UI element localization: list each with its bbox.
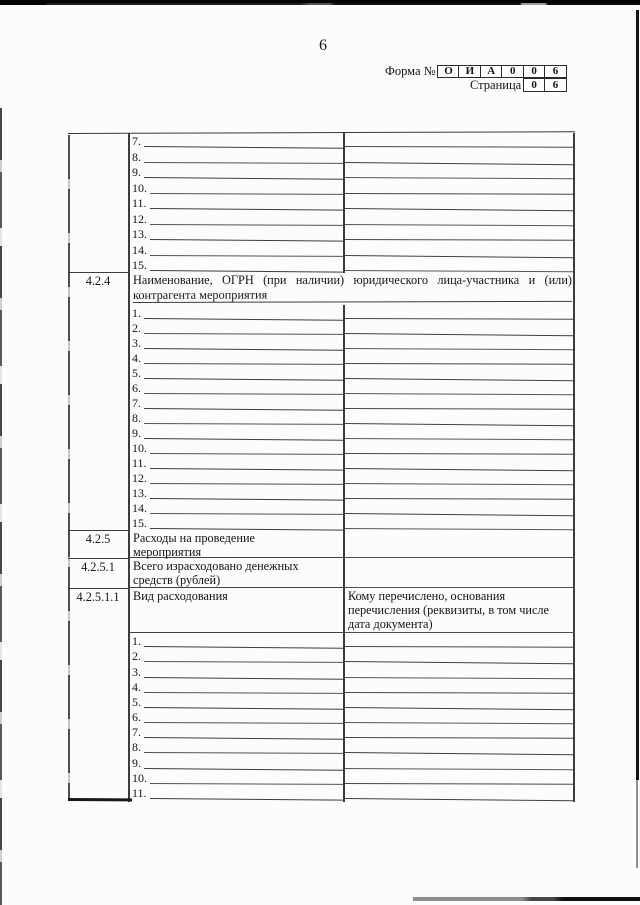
row-col3	[343, 378, 575, 380]
form-label: Форма №	[384, 64, 436, 78]
fill-line	[144, 162, 343, 164]
row-col3	[343, 677, 575, 679]
section-424-title-line2-text: контрагента мероприятия	[132, 287, 268, 302]
row-col2	[128, 135, 343, 148]
fill-line	[144, 661, 343, 663]
section-number: 4.2.5.1.1	[76, 589, 120, 604]
section-424-title	[128, 272, 575, 305]
fill-line	[345, 646, 573, 648]
row-col3	[343, 208, 575, 210]
row-number: 11.	[132, 455, 147, 470]
fill-line	[345, 177, 573, 179]
fill-line	[345, 453, 573, 455]
row-col3	[343, 224, 575, 226]
blank-row	[68, 663, 575, 678]
blank-rows-section-42511	[68, 633, 575, 800]
row-col3	[343, 423, 575, 425]
row-col2	[128, 197, 343, 210]
row-col2	[128, 259, 343, 272]
scan-artifact-right-edge	[636, 10, 639, 780]
row-col2	[128, 487, 343, 500]
blank-row	[68, 226, 575, 241]
fill-line	[345, 239, 573, 241]
fill-line	[345, 438, 573, 440]
section-4251-title-line2: средств (рублей)	[133, 572, 221, 587]
page-label: Страница	[469, 77, 522, 92]
blank-row	[68, 305, 575, 320]
row-col2	[128, 711, 343, 724]
page-code-row	[267, 78, 567, 93]
blank-row	[68, 210, 575, 225]
row-col3	[343, 737, 575, 739]
fill-line	[150, 483, 343, 485]
blank-rows-section-pre	[68, 133, 575, 272]
fill-line	[345, 363, 573, 365]
row-col3	[343, 177, 575, 179]
row-col3	[343, 722, 575, 724]
row-number: 2.	[132, 649, 141, 664]
row-col2	[128, 696, 343, 709]
row-number: 8.	[132, 740, 141, 755]
row-col2	[128, 228, 343, 241]
fill-line	[345, 348, 573, 350]
row-number: 15.	[132, 515, 147, 530]
row-number: 4.	[132, 679, 141, 694]
page-number: 6	[319, 37, 327, 54]
section-424-title-line2	[133, 287, 572, 303]
row-col2	[128, 457, 343, 470]
blank-row	[68, 515, 575, 530]
row-col3	[343, 162, 575, 164]
row-col2	[128, 244, 343, 257]
fill-line	[150, 513, 343, 515]
row-col2	[128, 502, 343, 515]
blank-row	[68, 754, 575, 769]
row-number: 11.	[132, 196, 147, 211]
table-body	[68, 133, 575, 800]
fill-line	[345, 798, 573, 801]
section-425-title-line1: Расходы на проведение	[133, 530, 256, 545]
row-col2	[128, 412, 343, 425]
row-col2	[128, 517, 343, 530]
blank-row	[68, 470, 575, 485]
blank-row	[68, 257, 575, 272]
form-code-cell: И	[458, 65, 481, 79]
section-42511-right-line2: перечисления (реквизиты, в том числе	[348, 602, 550, 617]
section-42511-right-line1: Кому перечислено, основания	[348, 588, 506, 603]
fill-line	[144, 752, 343, 754]
blank-row	[68, 164, 575, 179]
scan-artifact-left-edge	[0, 108, 2, 905]
section-42511-right-title	[343, 588, 575, 633]
fill-line	[345, 737, 573, 739]
form-code-cell: О	[437, 65, 460, 79]
section-425-row	[68, 530, 575, 558]
row-col3	[343, 783, 575, 785]
section-4251-title-line1: Всего израсходовано денежных	[133, 558, 299, 573]
row-col2	[128, 757, 343, 770]
blank-row	[68, 694, 575, 709]
blank-row	[68, 440, 575, 455]
row-number: 2.	[132, 320, 141, 335]
blank-rows-section-424	[68, 305, 575, 530]
row-col2	[128, 427, 343, 440]
row-col2	[128, 213, 343, 226]
row-number: 6.	[132, 710, 141, 725]
row-col3	[343, 692, 575, 694]
blank-row	[68, 500, 575, 515]
form-code-cell: 0	[523, 65, 546, 79]
form-code-cell: 6	[544, 65, 567, 79]
row-number: 7.	[132, 395, 141, 410]
fill-line	[345, 193, 573, 195]
blank-row	[68, 195, 575, 210]
row-col3	[343, 363, 575, 365]
blank-row	[68, 739, 575, 754]
blank-row	[68, 380, 575, 395]
fill-line	[345, 393, 573, 395]
section-number: 4.2.5	[85, 531, 111, 546]
row-number: 4.	[132, 350, 141, 365]
scan-artifact-top-edge-thick	[0, 0, 46, 5]
row-number: 14.	[132, 242, 147, 257]
row-col3	[343, 498, 575, 500]
row-col2	[128, 681, 343, 694]
form-code-cell: 0	[501, 65, 524, 79]
row-col3	[343, 333, 575, 335]
blank-row	[68, 241, 575, 256]
fill-line	[150, 193, 343, 195]
fill-line	[150, 783, 343, 785]
row-number: 9.	[132, 425, 141, 440]
fill-line	[144, 722, 343, 724]
row-col3	[343, 483, 575, 485]
row-col2	[128, 635, 343, 648]
row-number: 10.	[132, 440, 147, 455]
row-col2	[128, 787, 343, 800]
row-col3	[343, 438, 575, 440]
row-col3	[343, 408, 575, 410]
row-col3	[343, 255, 575, 257]
row-number: 14.	[132, 500, 147, 515]
fill-line	[345, 483, 573, 485]
row-number: 12.	[132, 470, 147, 485]
row-col3	[343, 348, 575, 350]
scan-artifact-top-edge	[0, 0, 640, 5]
row-col2	[128, 442, 343, 455]
row-number: 3.	[132, 335, 141, 350]
row-col2	[128, 666, 343, 679]
report-table	[68, 133, 575, 807]
row-col2	[128, 367, 343, 380]
row-number: 13.	[132, 485, 147, 500]
blank-row	[68, 485, 575, 500]
section-4251-value-cell	[343, 558, 575, 588]
blank-row	[68, 633, 575, 648]
blank-row	[68, 425, 575, 440]
blank-row	[68, 648, 575, 663]
form-code-cell: А	[480, 65, 503, 79]
blank-row	[68, 350, 575, 365]
row-col2	[128, 741, 343, 754]
fill-line	[345, 768, 573, 770]
page-code-cell: 6	[544, 78, 567, 92]
blank-row	[68, 785, 575, 800]
row-col3	[343, 239, 575, 241]
row-number: 10.	[132, 770, 147, 785]
row-col3	[343, 318, 575, 320]
fill-line	[345, 224, 573, 226]
blank-row	[68, 724, 575, 739]
fill-line	[345, 498, 573, 500]
blank-row	[68, 770, 575, 785]
section-42511-row	[68, 588, 575, 633]
blank-row	[68, 320, 575, 335]
row-col2	[128, 472, 343, 485]
row-col3	[343, 661, 575, 663]
row-col3	[343, 393, 575, 395]
row-col3	[343, 768, 575, 770]
row-col3	[343, 146, 575, 148]
fill-line	[345, 783, 573, 785]
section-42511-left-title: Вид расходования	[128, 588, 343, 633]
fill-line	[144, 423, 343, 425]
row-col2	[128, 382, 343, 395]
row-number: 5.	[132, 365, 141, 380]
fill-line	[345, 408, 573, 410]
row-col3	[343, 646, 575, 648]
row-col2	[128, 166, 343, 179]
blank-row	[68, 133, 575, 148]
page-code-cell: 0	[523, 78, 546, 92]
fill-line	[345, 722, 573, 724]
blank-row	[68, 179, 575, 194]
row-number: 3.	[132, 664, 141, 679]
fill-line	[345, 692, 573, 694]
row-number: 1.	[132, 305, 141, 320]
row-number: 8.	[132, 149, 141, 164]
row-col3	[343, 193, 575, 195]
blank-row	[68, 709, 575, 724]
row-col2	[128, 182, 343, 195]
page-code-cells	[524, 78, 567, 92]
row-col3	[343, 707, 575, 709]
row-number: 11.	[132, 786, 147, 800]
scan-artifact-right-edge-fade	[636, 780, 638, 868]
row-col2	[128, 151, 343, 164]
row-col3	[343, 752, 575, 754]
row-number: 9.	[132, 755, 141, 770]
section-425-value-cell	[343, 530, 575, 558]
fill-line	[150, 255, 343, 257]
blank-row	[68, 410, 575, 425]
row-col2	[128, 650, 343, 663]
section-number: 4.2.5.1	[81, 559, 115, 574]
fill-line	[345, 318, 573, 320]
section-4251-title	[128, 558, 343, 588]
fill-line	[345, 146, 573, 148]
blank-row	[68, 679, 575, 694]
section-424-header	[68, 272, 575, 305]
row-number: 7.	[132, 134, 141, 149]
blank-row	[68, 335, 575, 350]
row-number: 6.	[132, 380, 141, 395]
fill-line	[150, 224, 343, 226]
fill-line	[144, 333, 343, 335]
row-number: 1.	[132, 634, 141, 649]
fill-line	[150, 453, 343, 455]
section-number: 4.2.4	[85, 273, 111, 288]
fill-line	[144, 363, 343, 365]
blank-row	[68, 148, 575, 163]
fill-line	[144, 393, 343, 395]
row-number: 15.	[132, 257, 147, 272]
section-4251-row	[68, 558, 575, 588]
row-number: 9.	[132, 165, 141, 180]
blank-row	[68, 395, 575, 410]
row-number: 12.	[132, 211, 147, 226]
section-425-title	[128, 530, 343, 558]
row-col3	[343, 468, 575, 470]
row-number: 8.	[132, 410, 141, 425]
section-425-title-line2: мероприятия	[133, 544, 202, 559]
row-col2	[128, 352, 343, 365]
row-col2	[128, 337, 343, 350]
blank-row	[68, 365, 575, 380]
row-col2	[128, 397, 343, 410]
row-col2	[128, 307, 343, 320]
scan-artifact-bottom-edge	[413, 897, 640, 901]
row-number: 13.	[132, 227, 147, 242]
row-number: 10.	[132, 180, 147, 195]
row-number: 5.	[132, 694, 141, 709]
fill-line	[345, 677, 573, 679]
fill-line	[144, 692, 343, 694]
row-col3	[343, 513, 575, 515]
blank-row	[68, 455, 575, 470]
section-424-title-line1: Наименование, ОГРН (при наличии) юридического лица-участника и (или)	[133, 272, 572, 287]
section-42511-right-line3: дата документа)	[348, 616, 433, 631]
form-code-cells	[439, 65, 567, 79]
row-col2	[128, 322, 343, 335]
row-col2	[128, 772, 343, 785]
row-col3	[343, 453, 575, 455]
form-code-block	[267, 64, 567, 93]
row-col2	[128, 726, 343, 739]
row-col3	[343, 798, 575, 800]
row-number: 7.	[132, 725, 141, 740]
fill-line	[150, 798, 343, 801]
